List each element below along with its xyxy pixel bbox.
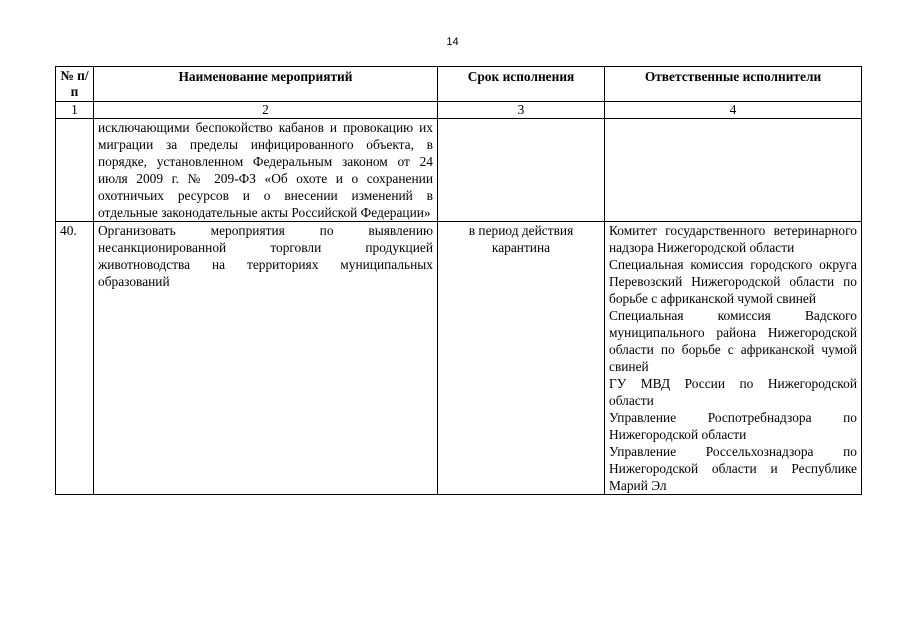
- column-number-row: [56, 102, 862, 119]
- responsible-item: Комитет государственного ветеринарного надзора Нижегородской области: [609, 223, 857, 255]
- table-row: [56, 119, 862, 222]
- responsible-item: ГУ МВД России по Нижегородской области: [609, 376, 857, 408]
- row-num: 40.: [56, 222, 94, 495]
- header-term: Срок исполнения: [438, 67, 605, 102]
- row-num: [56, 119, 94, 222]
- responsible-item: Специальная комиссия Вадского муниципального района Нижегородской области по борьбе с африканской чумой свиней: [609, 308, 857, 374]
- responsible-item: Специальная комиссия городского округа Перевозский Нижегородской области по борьбе с африканской чумой свиней: [609, 257, 857, 306]
- table-header-row: [56, 67, 862, 102]
- responsible-item: Управление Роспотребнадзора по Нижегородской области: [609, 410, 857, 442]
- row-name: исключающими беспокойство кабанов и провокацию их миграции за пределы инфицированного объекта, в порядке, установленном Федеральным законом от 24 июля 2009 г. № 209-ФЗ «Об охоте и о сохранении охотничьих ресурсов и о внесении изменений в отдельные законодательные акты Российской Федерации»: [94, 119, 438, 222]
- column-number: 3: [438, 102, 605, 119]
- header-name: Наименование мероприятий: [94, 67, 438, 102]
- column-number: 4: [605, 102, 862, 119]
- table-row: [56, 222, 862, 495]
- header-num: № п/п: [56, 67, 94, 102]
- column-number: 2: [94, 102, 438, 119]
- page-number: 14: [446, 36, 459, 48]
- row-term: в период действия карантина: [438, 222, 605, 495]
- row-responsible: [605, 222, 862, 495]
- column-number: 1: [56, 102, 94, 119]
- row-name: Организовать мероприятия по выявлению несанкционированной торговли продукцией животноводства на территориях муниципальных образований: [94, 222, 438, 495]
- row-responsible: [605, 119, 862, 222]
- measures-table: [55, 66, 862, 495]
- header-responsible: Ответственные исполнители: [605, 67, 862, 102]
- responsible-item: Управление Россельхознадзора по Нижегородской области и Республике Марий Эл: [609, 444, 857, 493]
- row-term: [438, 119, 605, 222]
